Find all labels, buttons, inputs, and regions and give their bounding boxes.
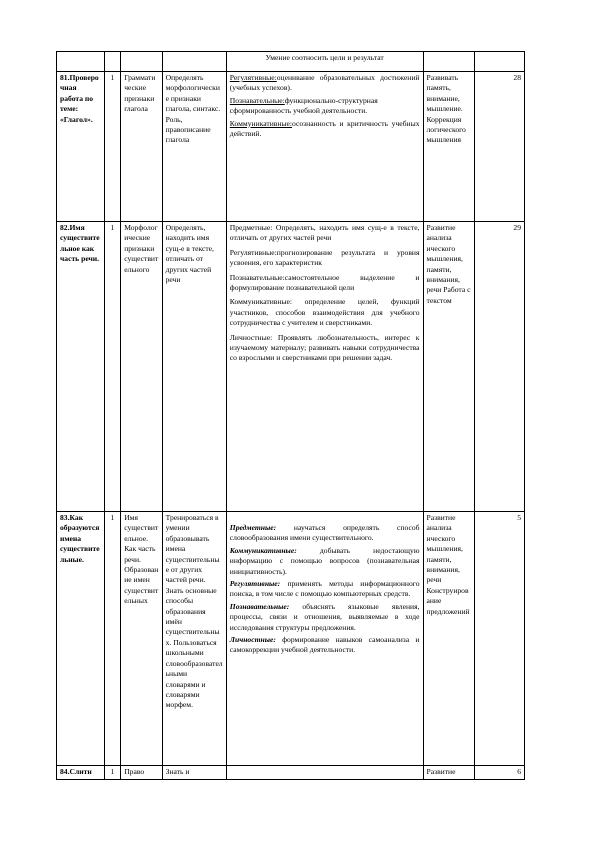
- table-row: [57, 72, 525, 222]
- hours-cell: 1: [104, 222, 121, 512]
- uud-text: функционально-структурная сформированность учебной деятельности.: [229, 95, 378, 116]
- uud-label: Регулятивные:: [229, 247, 277, 257]
- hours-cell: 1: [104, 512, 121, 766]
- lesson-topic-cell: [57, 766, 105, 780]
- uud-label: Личностные:: [229, 332, 273, 342]
- uud-cell: [226, 766, 423, 780]
- goals-cell: Тренироваться в умении образовывать имена существительные от других частей речи. Знать основные способы образования имён существительных. Пользоваться школьными словообразовательными словарями и словарями морфем.: [162, 512, 226, 766]
- hours-cell: 1: [104, 72, 121, 222]
- development-cell: Развитие анализа ического мышления, памяти, внимания, речи Конструирование предложений: [423, 512, 475, 766]
- content-cell: Имя существительное. Как часть речи. Образование имен существительных: [121, 512, 162, 766]
- uud-label: Познавательные:: [229, 272, 285, 282]
- lesson-topic: Проверочная работа по теме: «Глагол».: [60, 73, 99, 124]
- uud-text: прогнозирование результата и уровня усвоения, его характеристик: [229, 247, 420, 268]
- uud-text: оценивание образовательных достижений (учебных успехов).: [229, 73, 420, 93]
- development-cell: Развивать память, внимание, мышление. Коррекция логического мышления: [423, 72, 475, 222]
- uud-text: самостоятельное выделение и формулирование познавательной цели: [229, 272, 420, 293]
- reference-cell: 6: [475, 766, 525, 780]
- lesson-topic: Слитн: [69, 767, 92, 776]
- uud-text: определение целей, функций участников, способов взаимодействия для учебного сотрудничества с учителем и сверстниками.: [229, 297, 420, 328]
- lesson-topic: Имя существительное как часть речи.: [60, 223, 100, 264]
- uud-label: Личностные:: [229, 635, 276, 645]
- uud-label: Познавательные:: [229, 95, 285, 105]
- content-cell: Морфологические признаки существительного: [121, 222, 162, 512]
- uud-text: формирование навыков самоанализа и самокоррекции учебной деятельности.: [229, 635, 420, 655]
- uud-text: Проявлять любознательность, интерес к изучаемому материалу; развивать навыки сотрудничества со взрослыми и сверстниками при решении задач.: [229, 332, 420, 363]
- uud-label: Предметные:: [229, 523, 277, 532]
- lesson-topic-cell: [57, 222, 105, 512]
- content-cell: Право: [121, 766, 162, 780]
- table-row: [57, 52, 525, 72]
- goals-cell: Определять морфологические признаки глагола, синтакс. Роль, правописание глагола: [162, 72, 226, 222]
- uud-label: Познавательные:: [229, 601, 290, 611]
- uud-label: Регулятивные:: [229, 579, 281, 589]
- table-row: [57, 222, 525, 512]
- uud-text: добывать недостающую информацию с помощью вопросов (познавательная инициативность).: [229, 545, 420, 576]
- lesson-number: 81.: [60, 73, 70, 82]
- uud-cell: [226, 72, 423, 222]
- uud-label: Коммуникативные:: [229, 545, 297, 555]
- reference-cell: 28: [475, 72, 525, 222]
- uud-label: Предметные:: [229, 223, 273, 232]
- goals-cell: Определять, находить имя сущ-е в тексте, отличать от других частей речи: [162, 222, 226, 512]
- development-cell: Развитие: [423, 766, 475, 780]
- uud-text: осознанность и критичность учебных действий.: [229, 118, 420, 139]
- uud-text: применять методы информационного поиска, в том числе с помощью компьютерных средств.: [229, 579, 420, 599]
- lesson-topic-cell: [57, 512, 105, 766]
- lesson-topic-cell: [57, 72, 105, 222]
- uud-cell: Умение соотносить цели и результат: [226, 52, 423, 72]
- uud-cell: [226, 512, 423, 766]
- table-row: [57, 512, 525, 766]
- content-cell: Грамматические признаки глагола: [121, 72, 162, 222]
- lesson-number: 83.: [60, 513, 70, 522]
- goals-cell: Знать и: [162, 766, 226, 780]
- uud-cell: [226, 222, 423, 512]
- uud-text: научаться определять способ словообразования имени существительного.: [229, 523, 420, 543]
- uud-label: Регулятивные:: [229, 73, 277, 82]
- table-row: [57, 766, 525, 780]
- reference-cell: 5: [475, 512, 525, 766]
- uud-label: Коммуникативные:: [229, 297, 293, 307]
- development-cell: Развитие анализа ического мышления, памяти, внимания, речи Работа с текстом: [423, 222, 475, 512]
- lesson-topic: Как образуются имена существительные.: [60, 513, 100, 564]
- lesson-number: 82.: [60, 223, 70, 232]
- uud-label: Коммуникативные:: [229, 118, 293, 128]
- uud-text: объяснять языковые явления, процессы, связи и отношения, выявляемые в ходе исследования структуры предложения.: [229, 601, 420, 632]
- uud-text: Определять, находить имя сущ-е в тексте, отличать от других частей речи: [229, 223, 420, 243]
- lesson-number: 84.: [60, 767, 70, 776]
- reference-cell: 29: [475, 222, 525, 512]
- hours-cell: 1: [104, 766, 121, 780]
- lesson-plan-table: [56, 51, 525, 780]
